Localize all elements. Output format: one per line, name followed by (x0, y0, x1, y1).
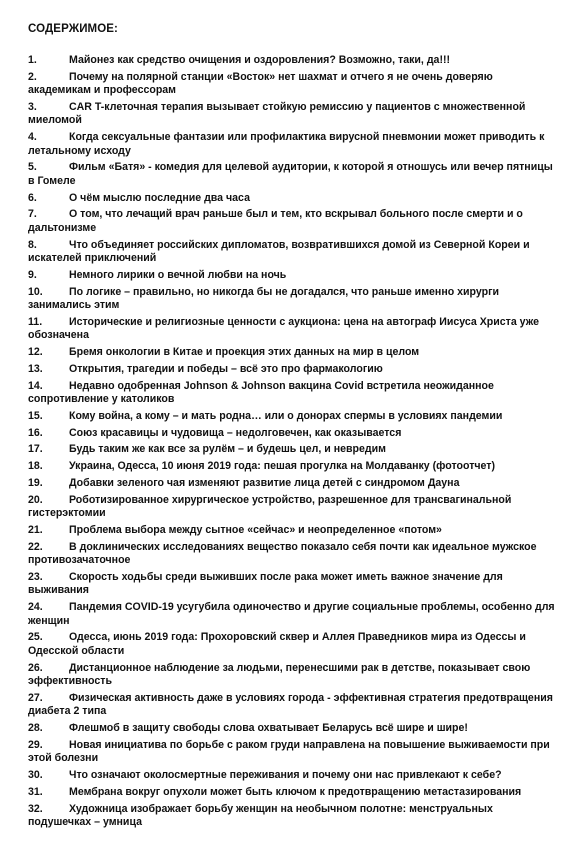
contents-list (28, 54, 556, 829)
contents-item (28, 443, 556, 456)
contents-item (28, 769, 556, 782)
item-number: 21. (28, 524, 43, 536)
item-number: 15. (28, 409, 43, 422)
item-number: 12. (28, 346, 43, 359)
item-title: О том, что лечащий врач раньше был и тем, кто вскрывал больного после смерти и о дальтонизме (28, 208, 523, 234)
item-number: 24. (28, 601, 43, 614)
contents-item (28, 131, 556, 158)
contents-item (28, 631, 556, 658)
contents-item (28, 662, 556, 689)
item-number: 32. (28, 802, 43, 815)
item-title: Недавно одобренная Johnson & Johnson вакцина Covid встретила неожиданное сопротивление у католиков (28, 379, 494, 406)
item-title: Скорость ходьбы среди выживших после рака может иметь важное значение для выживания (28, 571, 503, 597)
contents-item (28, 541, 556, 568)
contents-item (28, 192, 556, 205)
item-title: Немного лирики о вечной любви на ночь (69, 268, 287, 281)
item-number: 19. (28, 477, 43, 489)
item-title: Майонез как средство очищения и оздоровления? Возможно, таки, да!!! (69, 54, 451, 66)
contents-item (28, 739, 556, 766)
item-number: 1. (28, 54, 37, 66)
item-title: Исторические и религиозные ценности с аукциона: цена на автограф Иисуса Христа уже обозначена (28, 315, 539, 342)
item-number: 31. (28, 785, 43, 798)
item-number: 2. (28, 70, 37, 83)
item-title: CAR T-клеточная терапия вызывает стойкую ремиссию у пациентов с множественной миеломой (28, 101, 526, 127)
contents-item (28, 101, 556, 128)
contents-item (28, 477, 556, 490)
item-title: Роботизированное хирургическое устройство, разрешенное для трансвагинальной гистерэктомии (28, 493, 512, 520)
contents-item (28, 71, 556, 98)
contents-item (28, 316, 556, 343)
item-title: О чём мыслю последние два часа (69, 191, 250, 204)
item-number: 6. (28, 191, 37, 204)
item-number: 22. (28, 540, 43, 553)
contents-item (28, 54, 556, 67)
item-number: 23. (28, 571, 43, 583)
item-number: 25. (28, 631, 43, 644)
item-title: Когда сексуальные фантазии или профилактика вирусной пневмонии может приводить к летальному исходу (28, 131, 545, 157)
contents-item (28, 346, 556, 359)
item-number: 11. (28, 315, 43, 328)
item-title: По логике – правильно, но никогда бы не догадался, что раньше именно хирурги занимались этим (28, 285, 500, 312)
contents-item (28, 571, 556, 598)
item-number: 13. (28, 362, 43, 375)
item-number: 17. (28, 443, 43, 456)
item-number: 30. (28, 769, 43, 782)
item-number: 26. (28, 661, 43, 674)
item-number: 28. (28, 722, 43, 735)
contents-item (28, 239, 556, 266)
contents-item (28, 601, 556, 628)
item-title: Мембрана вокруг опухоли может быть ключом к предотвращению метастазирования (69, 785, 522, 798)
item-title: Добавки зеленого чая изменяют развитие лица детей с синдромом Дауна (69, 477, 460, 489)
contents-item (28, 460, 556, 473)
item-number: 29. (28, 738, 43, 751)
contents-item (28, 380, 556, 407)
item-number: 8. (28, 238, 37, 251)
item-number: 3. (28, 101, 37, 113)
item-number: 16. (28, 426, 43, 439)
contents-item (28, 286, 556, 313)
item-title: Физическая активность даже в условиях города - эффективная стратегия предотвращения диабета 2 типа (28, 691, 553, 718)
item-number: 14. (28, 379, 43, 392)
item-title: Пандемия COVID-19 усугубила одиночество и другие социальные проблемы, особенно для женщин (28, 601, 555, 627)
item-number: 5. (28, 161, 37, 174)
item-title: Союз красавицы и чудовища – недолговечен, как оказывается (69, 426, 402, 439)
contents-item (28, 692, 556, 719)
item-title: Украина, Одесса, 10 июня 2019 года: пешая прогулка на Молдаванку (фотоотчет) (69, 460, 496, 473)
item-title: Проблема выбора между сытное «сейчас» и неопределенное «потом» (69, 524, 442, 536)
item-number: 7. (28, 208, 37, 221)
item-number: 20. (28, 493, 43, 506)
item-number: 10. (28, 285, 43, 298)
item-number: 18. (28, 460, 43, 473)
item-title: Художница изображает борьбу женщин на необычном полотне: менструальных подушечках – умница (28, 802, 493, 829)
item-number: 4. (28, 131, 37, 144)
item-title: Флешмоб в защиту свободы слова охватывает Беларусь всё шире и шире! (69, 722, 468, 735)
item-title: Дистанционное наблюдение за людьми, перенесшими рак в детстве, показывает свою эффективность (28, 661, 531, 688)
item-title: Кому война, а кому – и мать родна… или о донорах спермы в условиях пандемии (69, 409, 503, 422)
contents-heading: СОДЕРЖИМОЕ: (28, 23, 118, 35)
item-title: Одесса, июнь 2019 года: Прохоровский сквер и Аллея Праведников мира из Одессы и Одесской области (28, 631, 526, 657)
contents-item (28, 363, 556, 376)
item-title: Будь таким же как все за рулём – и будешь цел, и невредим (69, 443, 386, 456)
contents-item (28, 786, 556, 799)
contents-item (28, 208, 556, 235)
contents-item (28, 161, 556, 188)
contents-item (28, 524, 556, 537)
contents-item (28, 269, 556, 282)
item-title: В доклинических исследованиях вещество показало себя почти как идеальное мужское противозачаточное (28, 540, 537, 567)
item-title: Новая инициатива по борьбе с раком груди направлена на повышение выживаемости при этой болезни (28, 738, 550, 765)
item-title: Открытия, трагедии и победы – всё это про фармакологию (69, 362, 383, 375)
contents-item (28, 494, 556, 521)
contents-item (28, 803, 556, 830)
item-number: 27. (28, 691, 43, 704)
contents-item (28, 410, 556, 423)
contents-item (28, 722, 556, 735)
item-title: Бремя онкологии в Китае и проекция этих данных на мир в целом (69, 346, 420, 359)
item-number: 9. (28, 268, 37, 281)
item-title: Что объединяет российских дипломатов, возвратившихся домой из Северной Кореи и искателей приключений (28, 238, 530, 265)
item-title: Фильм «Батя» - комедия для целевой аудитории, к которой я отношусь или вечер пятницы в Гомеле (28, 161, 553, 187)
item-title: Почему на полярной станции «Восток» нет шахмат и отчего я не очень доверяю академикам и профессорам (28, 70, 493, 97)
item-title: Что означают околосмертные переживания и почему они нас привлекают к себе? (69, 769, 502, 782)
contents-item (28, 427, 556, 440)
